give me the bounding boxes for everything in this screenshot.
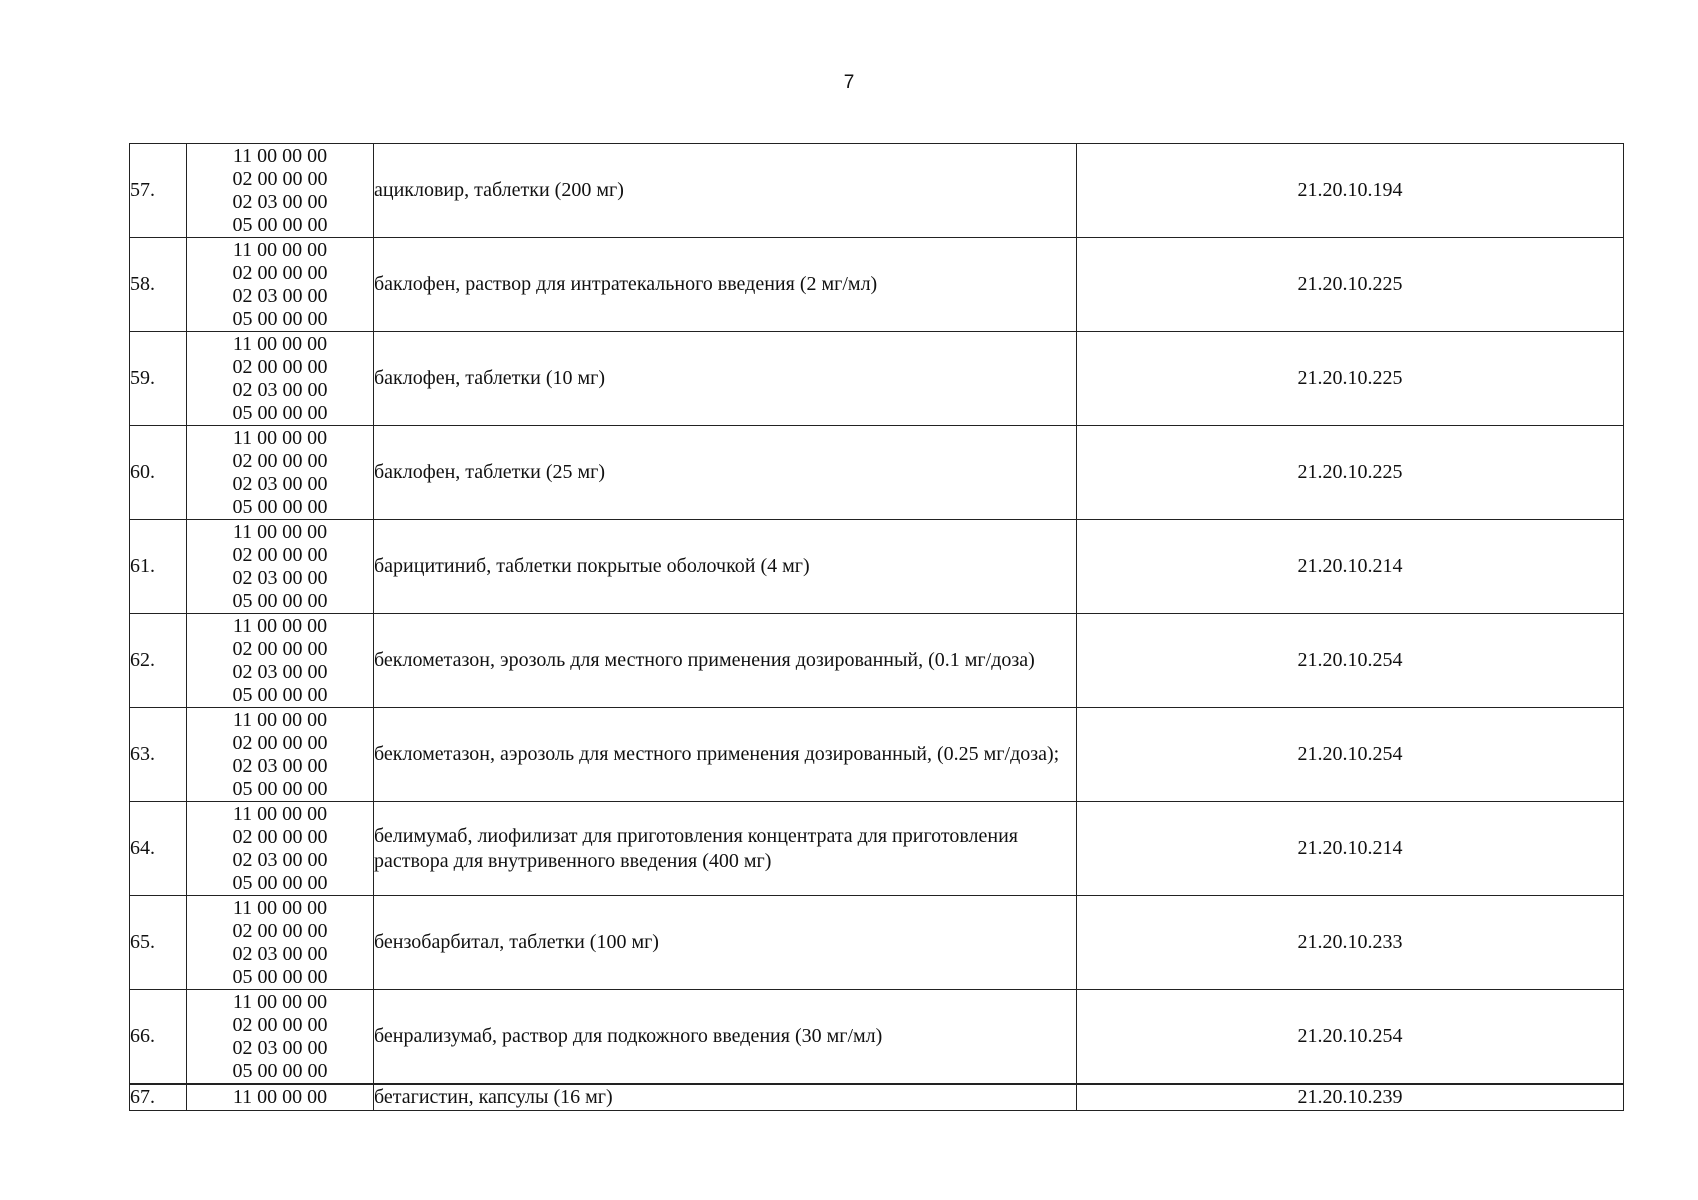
row-number: 63. bbox=[130, 708, 187, 802]
code-line: 05 00 00 00 bbox=[232, 213, 328, 236]
okpd-code: 21.20.10.225 bbox=[1077, 238, 1624, 332]
code-line: 02 00 00 00 bbox=[232, 355, 328, 378]
classifier-codes bbox=[187, 614, 374, 708]
table-row bbox=[130, 144, 1624, 238]
table-row bbox=[130, 802, 1624, 896]
classifier-codes bbox=[187, 1084, 374, 1111]
classifier-codes bbox=[187, 144, 374, 238]
row-number: 66. bbox=[130, 990, 187, 1085]
drug-name: баклофен, таблетки (10 мг) bbox=[374, 332, 1077, 426]
classifier-codes bbox=[187, 332, 374, 426]
code-line: 11 00 00 00 bbox=[232, 614, 328, 637]
table-row bbox=[130, 990, 1624, 1085]
code-line: 02 00 00 00 bbox=[232, 825, 328, 848]
table-row bbox=[130, 614, 1624, 708]
code-line: 02 03 00 00 bbox=[232, 1036, 328, 1059]
code-line: 05 00 00 00 bbox=[232, 871, 328, 894]
code-line: 02 00 00 00 bbox=[232, 919, 328, 942]
drug-name: белимумаб, лиофилизат для приготовления концентрата для приготовления раствора для внутривенного введения (400 мг) bbox=[374, 802, 1077, 896]
code-line: 02 03 00 00 bbox=[232, 754, 328, 777]
classifier-codes bbox=[187, 802, 374, 896]
code-line: 05 00 00 00 bbox=[232, 777, 328, 800]
drug-name: бенрализумаб, раствор для подкожного введения (30 мг/мл) bbox=[374, 990, 1077, 1085]
row-number: 58. bbox=[130, 238, 187, 332]
okpd-code: 21.20.10.194 bbox=[1077, 144, 1624, 238]
classifier-codes bbox=[187, 520, 374, 614]
code-line: 11 00 00 00 bbox=[232, 426, 328, 449]
drug-name: беклометазон, эрозоль для местного применения дозированный, (0.1 мг/доза) bbox=[374, 614, 1077, 708]
okpd-code: 21.20.10.239 bbox=[1077, 1084, 1624, 1111]
drug-name: ацикловир, таблетки (200 мг) bbox=[374, 144, 1077, 238]
code-line: 02 00 00 00 bbox=[232, 167, 328, 190]
code-line: 11 00 00 00 bbox=[232, 238, 328, 261]
row-number: 62. bbox=[130, 614, 187, 708]
code-line: 05 00 00 00 bbox=[232, 1059, 328, 1082]
code-line: 02 03 00 00 bbox=[232, 566, 328, 589]
code-line: 11 00 00 00 bbox=[232, 520, 328, 543]
code-line: 05 00 00 00 bbox=[232, 589, 328, 612]
table-row bbox=[130, 332, 1624, 426]
okpd-code: 21.20.10.225 bbox=[1077, 426, 1624, 520]
code-line: 02 00 00 00 bbox=[232, 543, 328, 566]
row-number: 67. bbox=[130, 1084, 187, 1111]
drug-list-table-body bbox=[130, 144, 1624, 1111]
code-line: 02 00 00 00 bbox=[232, 637, 328, 660]
okpd-code: 21.20.10.214 bbox=[1077, 802, 1624, 896]
drug-name: бетагистин, капсулы (16 мг) bbox=[374, 1084, 1077, 1111]
code-line: 02 00 00 00 bbox=[232, 1013, 328, 1036]
row-number: 64. bbox=[130, 802, 187, 896]
code-line: 02 03 00 00 bbox=[232, 472, 328, 495]
table-row bbox=[130, 896, 1624, 990]
okpd-code: 21.20.10.254 bbox=[1077, 990, 1624, 1085]
code-line: 02 03 00 00 bbox=[232, 284, 328, 307]
table-row bbox=[130, 238, 1624, 332]
classifier-codes bbox=[187, 426, 374, 520]
code-line: 02 03 00 00 bbox=[232, 190, 328, 213]
okpd-code: 21.20.10.233 bbox=[1077, 896, 1624, 990]
classifier-codes bbox=[187, 896, 374, 990]
table-row bbox=[130, 520, 1624, 614]
table-row bbox=[130, 1084, 1624, 1111]
code-line: 02 03 00 00 bbox=[232, 660, 328, 683]
drug-name: баклофен, таблетки (25 мг) bbox=[374, 426, 1077, 520]
row-number: 65. bbox=[130, 896, 187, 990]
code-line: 11 00 00 00 bbox=[232, 990, 328, 1013]
code-line: 11 00 00 00 bbox=[232, 332, 328, 355]
drug-name: барицитиниб, таблетки покрытые оболочкой (4 мг) bbox=[374, 520, 1077, 614]
classifier-codes bbox=[187, 238, 374, 332]
code-line: 02 00 00 00 bbox=[232, 261, 328, 284]
code-line: 11 00 00 00 bbox=[232, 708, 328, 731]
drug-name: баклофен, раствор для интратекального введения (2 мг/мл) bbox=[374, 238, 1077, 332]
okpd-code: 21.20.10.225 bbox=[1077, 332, 1624, 426]
code-line: 11 00 00 00 bbox=[232, 144, 328, 167]
classifier-codes bbox=[187, 708, 374, 802]
row-number: 61. bbox=[130, 520, 187, 614]
drug-list-table bbox=[129, 143, 1624, 1111]
code-line: 02 03 00 00 bbox=[232, 378, 328, 401]
code-line: 02 03 00 00 bbox=[232, 942, 328, 965]
code-line: 05 00 00 00 bbox=[232, 965, 328, 988]
table-row bbox=[130, 708, 1624, 802]
code-line: 11 00 00 00 bbox=[232, 802, 328, 825]
code-line: 11 00 00 00 bbox=[232, 896, 328, 919]
drug-name: беклометазон, аэрозоль для местного применения дозированный, (0.25 мг/доза); bbox=[374, 708, 1077, 802]
code-line: 02 03 00 00 bbox=[232, 848, 328, 871]
code-line: 05 00 00 00 bbox=[232, 683, 328, 706]
okpd-code: 21.20.10.214 bbox=[1077, 520, 1624, 614]
okpd-code: 21.20.10.254 bbox=[1077, 708, 1624, 802]
code-line: 05 00 00 00 bbox=[232, 495, 328, 518]
drug-name: бензобарбитал, таблетки (100 мг) bbox=[374, 896, 1077, 990]
classifier-codes bbox=[187, 990, 374, 1085]
row-number: 57. bbox=[130, 144, 187, 238]
okpd-code: 21.20.10.254 bbox=[1077, 614, 1624, 708]
row-number: 59. bbox=[130, 332, 187, 426]
code-line: 11 00 00 00 bbox=[232, 1086, 328, 1108]
table-row bbox=[130, 426, 1624, 520]
row-number: 60. bbox=[130, 426, 187, 520]
code-line: 02 00 00 00 bbox=[232, 731, 328, 754]
code-line: 05 00 00 00 bbox=[232, 307, 328, 330]
code-line: 05 00 00 00 bbox=[232, 401, 328, 424]
page-number: 7 bbox=[843, 72, 855, 93]
code-line: 02 00 00 00 bbox=[232, 449, 328, 472]
